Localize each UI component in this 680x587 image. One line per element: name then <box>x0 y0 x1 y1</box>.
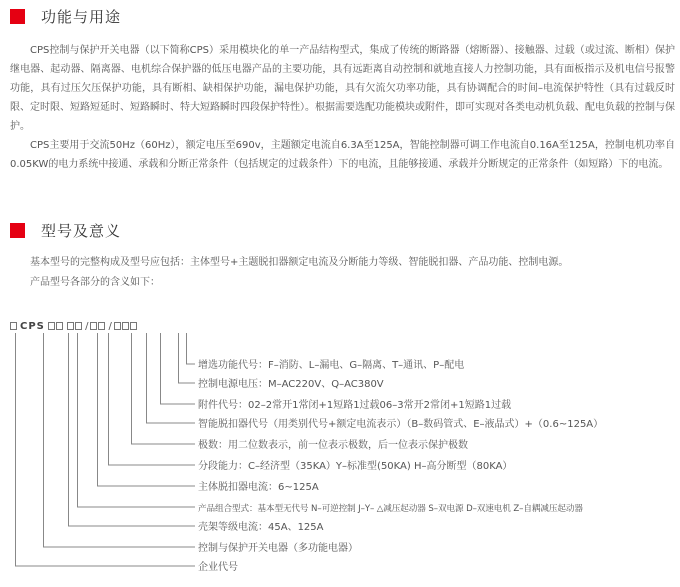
section-model-title: 型号及意义 <box>41 221 122 240</box>
section-function-title: 功能与用途 <box>41 7 122 26</box>
definition-main-release-current: 主体脱扣器电流：6~125A <box>198 482 319 493</box>
function-paragraph-1: CPS控制与保护开关电器（以下简称CPS）采用模块化的单一产品结构型式，集成了传统的断路器（熔断器）、接触器、过载（或过流、断相）保护继电器、起动器、隔离器、电机综合保护器的低压电器产品的主要功能，具有远距离自动控制和就地直接人力控制功能，具有面板指示及机电信号报警功能，具有过压欠压保护功能，具有断相、缺相保护功能，漏电保护功能，具有欠流欠功率功能，具有协调配合的时间–电流保护特性（具有过载反时限、定时限、短路短延时、短路瞬时、特大短路瞬时四段保护特性）。根据需要选配功能模块或附件，即可实现对各类电动机负载、配电负载的控制与保护。 <box>10 45 675 132</box>
definition-breaking-capacity: 分段能力：C–经济型（35KA）Y–标准型(50KA) H–高分断型（80KA） <box>198 461 513 472</box>
definition-optional-function: 增选功能代号：F–消防、L–漏电、G–隔离、T–通讯、P–配电 <box>198 360 465 371</box>
model-parts-line: 产品型号各部分的含义如下： <box>30 277 160 288</box>
definition-poles: 极数：用二位数表示，前一位表示极数，后一位表示保护极数 <box>198 440 468 451</box>
model-prefix: CPS <box>20 321 45 332</box>
model-separator: / <box>85 321 89 332</box>
definition-switch-type: 控制与保护开关电器（多功能电器） <box>198 543 358 554</box>
model-separator: / <box>108 321 112 332</box>
definition-company-code: 企业代号 <box>198 562 238 573</box>
definition-control-voltage: 控制电源电压：M–AC220V、Q–AC380V <box>198 379 384 390</box>
function-paragraph-2: CPS主要用于交流50Hz（60Hz），额定电压至690v，主题额定电流自6.3A至125A，智能控制器可调工作电流自0.16A至125A，控制电机功率自0.05KW的电力系统中接通、承载和分断正常条件（包括规定的过载条件）下的电流，且能够接通、承载并分断规定的正常条件（如短路）下的电流。 <box>10 140 675 170</box>
model-intro-line: 基本型号的完整构成及型号应包括：主体型号+主题脱扣器额定电流及分断能力等级、智能脱扣器、产品功能、控制电源。 <box>30 257 569 268</box>
definition-smart-release: 智能脱扣器代号（用类别代号+额定电流表示）（B–数码管式、E–液晶式）+（0.6~125A） <box>198 419 604 430</box>
definition-frame-current: 壳架等级电流：45A、125A <box>198 522 324 533</box>
definition-accessory-code: 附件代号：02–2常开1常闭+1短路1过载06–3常开2常闭+1短路1过载 <box>198 400 512 411</box>
definition-combination-type: 产品组合型式：基本型无代号 N–可逆控制 J–Y– △减压起动器 S–双电源 D–双速电机 Z–自耦减压起动器 <box>198 504 583 514</box>
